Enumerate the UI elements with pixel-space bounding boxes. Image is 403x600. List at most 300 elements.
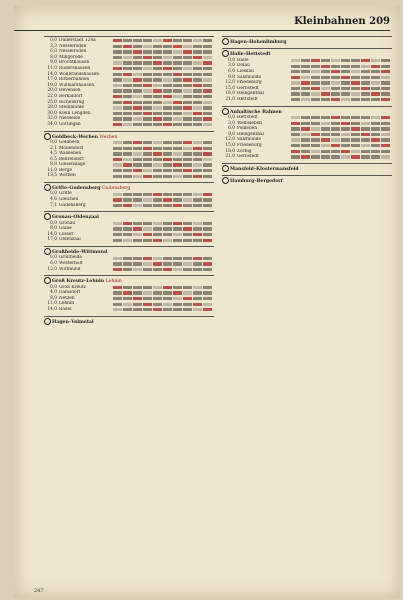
row-station: Heiligenthal [237, 91, 264, 97]
time-cell [321, 150, 330, 153]
route-number-icon [44, 184, 51, 191]
time-cell [331, 65, 340, 68]
time-cell [113, 78, 122, 81]
time-cell [381, 65, 390, 68]
time-cell [123, 61, 132, 64]
time-cell [311, 81, 320, 84]
row-times [291, 81, 392, 84]
time-cell-marked [163, 39, 172, 42]
time-cell [183, 56, 192, 59]
time-cell [113, 222, 122, 225]
time-cell [203, 112, 212, 115]
row-km: 11,0 [47, 65, 57, 71]
row-km: 11,0 [47, 301, 57, 307]
time-cell [153, 73, 162, 76]
time-cell [163, 78, 172, 81]
row-times [113, 50, 214, 53]
time-cell [311, 122, 320, 125]
time-cell [173, 286, 182, 289]
time-cell [173, 227, 182, 230]
time-cell-marked [173, 291, 182, 294]
time-cell [173, 158, 182, 161]
row-km: 6,0 [50, 261, 57, 267]
time-cell [193, 67, 202, 70]
row-station: Welbsleben [237, 120, 262, 126]
row-km: 3,3 [50, 43, 57, 49]
time-cell [113, 147, 122, 150]
time-cell [123, 198, 132, 201]
time-cell [143, 50, 152, 53]
time-cell [163, 61, 172, 64]
time-cell-marked [143, 112, 152, 115]
time-cell [203, 39, 212, 42]
section-heading [44, 248, 214, 255]
time-cell [143, 198, 152, 201]
time-cell [193, 291, 202, 294]
time-cell [163, 175, 172, 178]
time-cell-marked [311, 59, 320, 62]
time-cell-marked [371, 92, 380, 95]
time-cell [351, 70, 360, 73]
time-cell [371, 155, 380, 158]
time-cell-marked [113, 39, 122, 42]
row-km: 6,0 [228, 69, 235, 74]
row-station: Giesenslage [59, 162, 86, 168]
time-cell-marked [361, 59, 370, 62]
time-cell [291, 133, 300, 136]
row-km: 4,6 [50, 197, 57, 203]
time-cell-marked [291, 150, 300, 153]
time-cell [341, 87, 350, 90]
time-cell [291, 98, 300, 101]
time-cell [143, 61, 152, 64]
time-cell [153, 141, 162, 144]
time-cell [311, 116, 320, 119]
row-km: 18,0 [225, 91, 235, 97]
time-cell-marked [133, 227, 142, 230]
time-cell [361, 155, 370, 158]
time-cell [123, 175, 132, 178]
time-cell [143, 286, 152, 289]
time-cell-marked [123, 73, 132, 76]
section-heading-text: Hagen–Volmetal [52, 319, 94, 325]
time-cell [113, 84, 122, 87]
row-km: 0,0 [50, 255, 57, 261]
timetable-section [222, 48, 392, 102]
row-station: Werben [59, 173, 76, 179]
time-cell [153, 198, 162, 201]
time-cell-marked [371, 65, 380, 68]
time-cell-marked [193, 257, 202, 260]
time-cell [163, 297, 172, 300]
time-cell [173, 89, 182, 92]
time-cell [163, 45, 172, 48]
handwritten-annotation: Gudensberg [100, 186, 131, 192]
timetable-section [222, 175, 392, 184]
row-times [291, 116, 392, 119]
time-cell [193, 158, 202, 161]
row-station: Rittierbahnen [59, 77, 90, 83]
row-times [291, 76, 392, 79]
timetable-section [44, 246, 214, 272]
time-cell [193, 61, 202, 64]
time-cell-marked [133, 141, 142, 144]
row-times [113, 56, 214, 59]
time-cell [321, 76, 330, 79]
time-cell [203, 163, 212, 166]
row-km: 9,0 [228, 74, 235, 80]
time-cell [351, 133, 360, 136]
row-times [291, 59, 392, 62]
time-cell [163, 117, 172, 120]
time-cell [183, 123, 192, 126]
time-cell [351, 116, 360, 119]
row-km: 12,0 [225, 137, 235, 143]
time-cell [153, 123, 162, 126]
time-cell-marked [163, 268, 172, 271]
time-cell [203, 257, 212, 260]
row-times [291, 155, 392, 158]
time-cell [123, 106, 132, 109]
time-cell [183, 286, 192, 289]
time-cell [193, 204, 202, 207]
time-cell [301, 122, 310, 125]
timetable-row [222, 154, 392, 160]
time-cell [163, 56, 172, 59]
row-km: 8,0 [50, 54, 57, 60]
time-cell [341, 70, 350, 73]
row-km: 12,0 [47, 266, 57, 272]
row-km: 32,0 [47, 116, 57, 122]
section-heading [44, 277, 214, 284]
row-station: Lehnin [59, 301, 75, 307]
time-cell [351, 144, 360, 147]
time-cell-marked [203, 61, 212, 64]
time-cell [351, 92, 360, 95]
time-cell [203, 227, 212, 230]
time-cell [331, 122, 340, 125]
time-cell [193, 89, 202, 92]
row-times [113, 169, 214, 172]
time-cell [321, 144, 330, 147]
time-cell [183, 112, 192, 115]
time-cell [173, 297, 182, 300]
time-cell [203, 222, 212, 225]
time-cell [351, 122, 360, 125]
row-km: 0,0 [228, 57, 235, 63]
time-cell [183, 95, 192, 98]
time-cell [173, 303, 182, 306]
row-times [113, 286, 214, 289]
time-cell [183, 147, 192, 150]
time-cell [143, 89, 152, 92]
row-times [113, 73, 214, 76]
time-cell [361, 127, 370, 130]
row-km: 0,0 [50, 220, 57, 226]
time-cell [133, 147, 142, 150]
time-cell [133, 45, 142, 48]
time-cell [143, 141, 152, 144]
time-cell [291, 65, 300, 68]
time-cell [203, 233, 212, 236]
time-cell [163, 50, 172, 53]
time-cell [183, 67, 192, 70]
time-cell-marked [321, 92, 330, 95]
row-station: Pollleben [237, 126, 258, 132]
time-cell [331, 127, 340, 130]
time-cell [381, 127, 390, 130]
time-cell [143, 268, 152, 271]
timetable-section [222, 36, 392, 45]
time-cell [203, 175, 212, 178]
section-heading-text: Halle–Hettstedt [230, 52, 271, 58]
time-cell [203, 268, 212, 271]
time-cell [193, 39, 202, 42]
route-number-icon [222, 108, 229, 115]
time-cell [381, 133, 390, 136]
row-times [113, 141, 214, 144]
row-station: Netzen [59, 295, 75, 301]
section-heading [222, 177, 392, 184]
time-cell-marked [311, 133, 320, 136]
time-cell [203, 204, 212, 207]
time-cell [193, 123, 202, 126]
time-cell [163, 303, 172, 306]
row-km: 4,5 [50, 151, 57, 157]
row-km: 14,0 [47, 231, 57, 237]
time-cell-marked [143, 257, 152, 260]
page-number: 247 [34, 588, 44, 594]
time-cell-marked [193, 56, 202, 59]
time-cell [183, 198, 192, 201]
row-station: Gerbstedt [237, 85, 259, 91]
time-cell [291, 92, 300, 95]
time-cell [173, 106, 182, 109]
time-cell [341, 133, 350, 136]
row-station: Hettstedt [237, 96, 258, 102]
time-cell [123, 257, 132, 260]
row-station: Walsleben [59, 151, 82, 157]
time-cell [311, 155, 320, 158]
time-cell [133, 67, 142, 70]
time-cell [291, 87, 300, 90]
time-cell [193, 286, 202, 289]
time-cell [113, 117, 122, 120]
row-km: 34,0 [47, 121, 57, 127]
time-cell-marked [173, 45, 182, 48]
time-cell [113, 227, 122, 230]
time-cell [173, 56, 182, 59]
row-km: 0,0 [50, 38, 57, 43]
time-cell-marked [143, 84, 152, 87]
time-cell-marked [203, 89, 212, 92]
time-cell [153, 147, 162, 150]
row-times [113, 297, 214, 300]
time-cell [153, 204, 162, 207]
time-cell [113, 262, 122, 265]
time-cell [173, 50, 182, 53]
time-cell [143, 45, 152, 48]
time-cell [123, 89, 132, 92]
time-cell [193, 117, 202, 120]
time-cell-marked [331, 98, 340, 101]
row-station: Heiligenthal [237, 131, 264, 137]
row-km: 30,0 [47, 110, 57, 116]
time-cell [301, 144, 310, 147]
time-cell [193, 297, 202, 300]
time-cell [361, 116, 370, 119]
time-cell [173, 117, 182, 120]
time-cell [143, 163, 152, 166]
section-heading-text: Anhaltische Bahnen [230, 109, 282, 115]
time-cell [291, 155, 300, 158]
time-cell [143, 169, 152, 172]
row-km: 15,0 [225, 85, 235, 91]
time-cell [113, 308, 122, 311]
time-cell [351, 98, 360, 101]
row-station: Berge [59, 167, 73, 173]
row-km: 4,0 [50, 290, 57, 296]
section-heading-text: Grifte–Gudensberg [52, 186, 101, 192]
time-cell [163, 106, 172, 109]
time-cell [123, 158, 132, 161]
time-cell [301, 116, 310, 119]
time-cell [143, 95, 152, 98]
time-cell [331, 76, 340, 79]
time-cell [291, 144, 300, 147]
time-cell [193, 169, 202, 172]
time-cell [381, 138, 390, 141]
time-cell-marked [361, 87, 370, 90]
time-cell-marked [133, 50, 142, 53]
time-cell [153, 95, 162, 98]
time-cell [311, 76, 320, 79]
time-cell [193, 106, 202, 109]
time-cell-marked [173, 101, 182, 104]
row-km: 21,0 [225, 96, 235, 102]
time-cell-marked [143, 147, 152, 150]
time-cell [123, 50, 132, 53]
row-station: Salzmünde [237, 74, 262, 80]
row-times [291, 150, 392, 153]
time-cell [371, 98, 380, 101]
time-cell [163, 257, 172, 260]
time-cell [331, 81, 340, 84]
time-cell [193, 268, 202, 271]
row-station: Groß Kreutz [59, 284, 86, 290]
time-cell [123, 39, 132, 42]
time-cell-marked [133, 297, 142, 300]
time-cell [291, 138, 300, 141]
row-km: 21,0 [225, 154, 235, 160]
time-cell [321, 116, 330, 119]
time-cell [371, 59, 380, 62]
time-cell [173, 141, 182, 144]
time-cell [133, 239, 142, 242]
row-station: Hevensen [59, 88, 81, 94]
time-cell [163, 193, 172, 196]
time-cell [143, 101, 152, 104]
route-number-icon [44, 213, 51, 220]
time-cell [113, 193, 122, 196]
time-cell [163, 89, 172, 92]
time-cell [143, 204, 152, 207]
time-cell-marked [183, 141, 192, 144]
time-cell-marked [113, 123, 122, 126]
time-cell [203, 95, 212, 98]
handwritten-annotation: Werben [97, 134, 118, 140]
time-cell [113, 239, 122, 242]
time-cell-marked [153, 262, 162, 265]
time-cell [361, 76, 370, 79]
time-cell [203, 286, 212, 289]
time-cell [143, 158, 152, 161]
time-cell [183, 303, 192, 306]
time-cell [371, 127, 380, 130]
time-cell-marked [123, 222, 132, 225]
time-cell [193, 45, 202, 48]
time-cell [173, 169, 182, 172]
time-cell [173, 257, 182, 260]
time-cell [133, 101, 142, 104]
time-cell [153, 257, 162, 260]
row-station: Zörbig [237, 148, 252, 154]
time-cell [291, 116, 300, 119]
row-km: 6,5 [50, 156, 57, 162]
time-cell [113, 175, 122, 178]
row-times [113, 262, 214, 265]
row-km: 22,0 [47, 93, 57, 99]
row-times [113, 67, 214, 70]
row-km: 17,0 [47, 237, 57, 243]
time-cell [143, 78, 152, 81]
time-cell-marked [113, 198, 122, 201]
time-cell [123, 123, 132, 126]
time-cell [173, 233, 182, 236]
time-cell-marked [203, 193, 212, 196]
time-cell [183, 262, 192, 265]
row-times [113, 78, 214, 81]
time-cell [291, 127, 300, 130]
time-cell-marked [113, 286, 122, 289]
time-cell [203, 158, 212, 161]
time-cell-marked [183, 50, 192, 53]
time-cell [153, 78, 162, 81]
row-times [113, 61, 214, 64]
time-cell [321, 155, 330, 158]
time-cell-marked [123, 204, 132, 207]
time-cell [183, 158, 192, 161]
row-km: 19,0 [47, 82, 57, 88]
time-cell-marked [321, 138, 330, 141]
timetable-section [44, 131, 214, 180]
time-cell [381, 59, 390, 62]
time-cell-marked [153, 152, 162, 155]
time-cell [133, 204, 142, 207]
time-cell-marked [371, 138, 380, 141]
section-heading-text: Mansfeld–Klostermansfeld [230, 166, 299, 172]
time-cell [203, 106, 212, 109]
time-cell [173, 67, 182, 70]
row-times [113, 193, 214, 196]
time-cell [331, 92, 340, 95]
time-cell-marked [291, 122, 300, 125]
time-cell [143, 227, 152, 230]
time-cell [123, 308, 132, 311]
time-cell [331, 133, 340, 136]
time-cell [341, 59, 350, 62]
time-cell-marked [203, 262, 212, 265]
